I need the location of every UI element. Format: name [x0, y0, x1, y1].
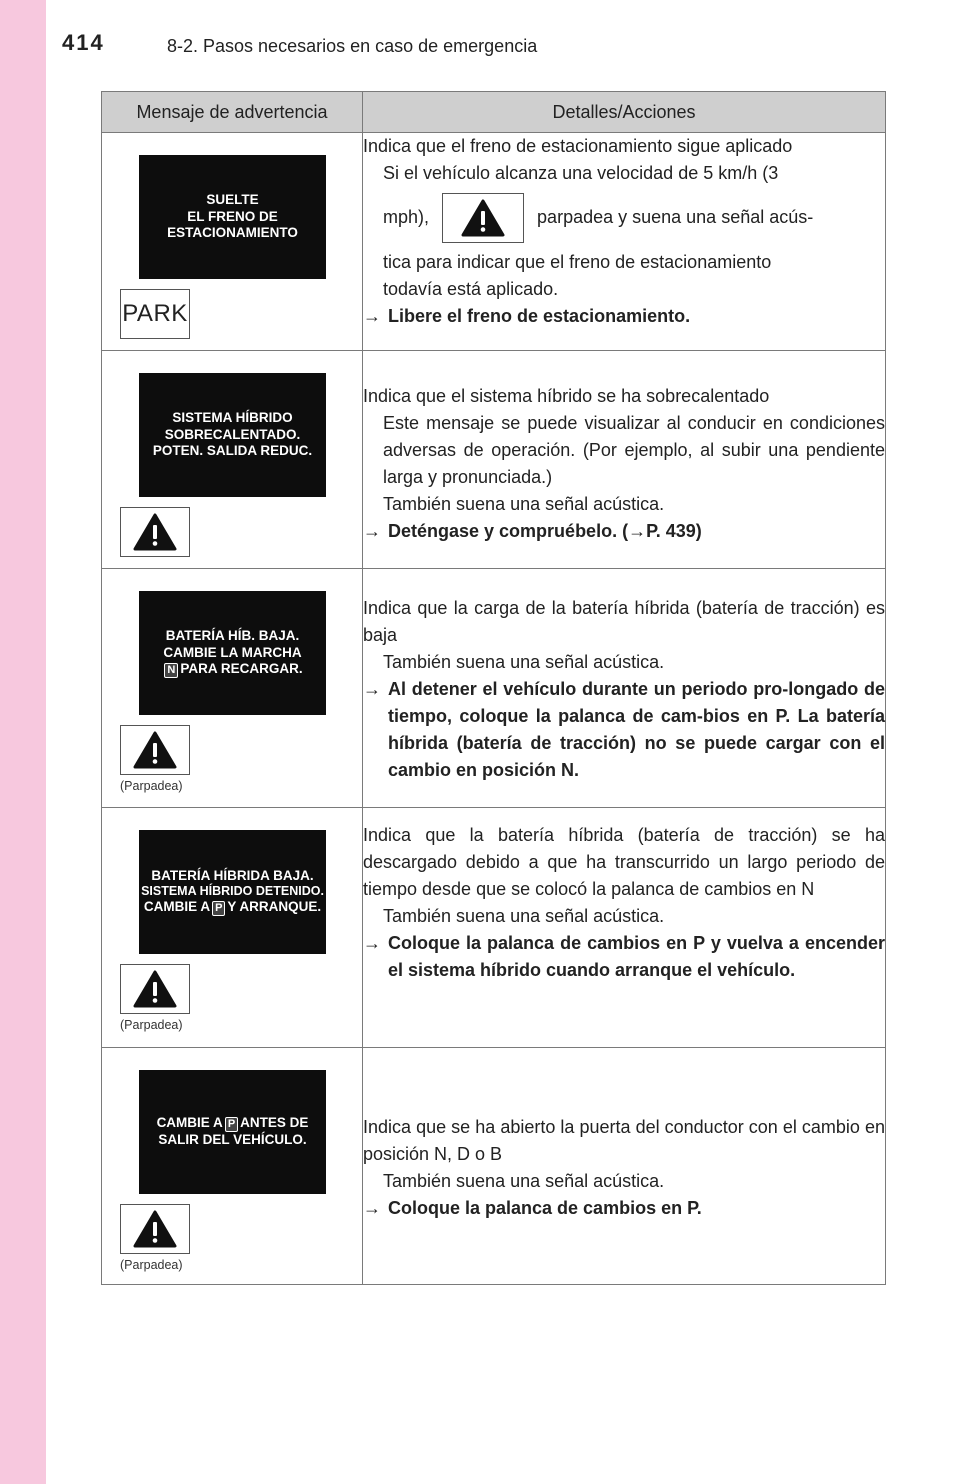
message-cell	[102, 351, 363, 569]
column-header-message: Mensaje de advertencia	[102, 92, 363, 133]
detail-text: tica para indicar que el freno de estacionamiento	[383, 252, 772, 272]
details-cell	[363, 569, 886, 808]
screen-text-line: CAMBIE A	[156, 1115, 223, 1131]
action-text: Coloque la palanca de cambios en P y vuelva a encender el sistema híbrido cuando arranque el vehículo.	[388, 933, 885, 980]
screen-text-line: SUELTE	[206, 192, 259, 208]
screen-text-line: PARA RECARGAR.	[180, 660, 303, 676]
page-number: 414	[62, 30, 105, 55]
display-screen	[139, 591, 326, 715]
description-text: Indica que el freno de estacionamiento sigue aplicado	[363, 136, 793, 156]
gear-p-icon: P	[212, 901, 225, 916]
arrow-icon: →	[363, 933, 381, 953]
detail-text: parpadea y suena una señal acús-	[537, 206, 814, 227]
page-header	[46, 0, 960, 70]
screen-text-line: CAMBIE A	[143, 899, 211, 915]
table-row	[102, 808, 886, 1048]
table-row	[102, 569, 886, 808]
detail-text: También suena una señal acústica.	[383, 906, 665, 926]
screen-text-line: SALIR DEL VEHÍCULO.	[158, 1132, 307, 1148]
details-cell	[363, 1048, 886, 1285]
description-text: Indica que se ha abierto la puerta del conductor con el cambio en posición N, D o B	[363, 1117, 885, 1164]
screen-text-line: Y ARRANQUE.	[227, 899, 322, 915]
message-cell	[102, 1048, 363, 1285]
table-row	[102, 133, 886, 351]
description-text: Indica que la carga de la batería híbrida (batería de tracción) es baja	[363, 598, 885, 645]
detail-text: Si el vehículo alcanza una velocidad de 5 km/h (3	[383, 163, 779, 183]
blink-caption: (Parpadea)	[120, 779, 183, 793]
table-row	[102, 1048, 886, 1285]
screen-text-line: SOBRECALENTADO.	[164, 426, 301, 442]
display-screen	[139, 155, 326, 279]
page-margin-band	[0, 0, 46, 1484]
details-cell	[363, 351, 886, 569]
gear-n-icon: N	[164, 663, 178, 678]
warning-triangle-icon	[120, 964, 190, 1014]
arrow-icon: →	[363, 1198, 381, 1218]
park-indicator-icon	[120, 289, 190, 339]
details-cell	[363, 808, 886, 1048]
column-header-details: Detalles/Acciones	[363, 92, 886, 133]
display-screen	[139, 830, 326, 954]
screen-text-line: EL FRENO DE	[187, 208, 278, 224]
screen-text-line: CAMBIE LA MARCHA	[163, 644, 302, 660]
detail-text: todavía está aplicado.	[383, 279, 559, 299]
screen-text-line: SISTEMA HÍBRIDO DETENIDO.	[141, 884, 324, 899]
park-indicator-label: PARK	[122, 300, 188, 327]
blink-caption: (Parpadea)	[120, 1258, 183, 1272]
details-cell	[363, 133, 886, 351]
detail-text: mph),	[383, 206, 430, 227]
screen-text-line: BATERÍA HÍBRIDA BAJA.	[151, 867, 314, 883]
display-screen	[139, 1070, 326, 1194]
blink-caption: (Parpadea)	[120, 1018, 183, 1032]
display-screen	[139, 373, 326, 497]
screen-text-line: ANTES DE	[240, 1115, 309, 1131]
detail-text: También suena una señal acústica.	[383, 1171, 665, 1191]
screen-text-line: POTEN. SALIDA REDUC.	[152, 443, 313, 459]
warning-triangle-icon	[442, 193, 524, 243]
description-text: Indica que el sistema híbrido se ha sobrecalentado	[363, 386, 770, 406]
table-row	[102, 351, 886, 569]
warning-triangle-icon	[120, 1204, 190, 1254]
gear-p-icon: P	[225, 1117, 238, 1132]
screen-text-line: ESTACIONAMIENTO	[167, 225, 298, 241]
table-header-row	[102, 92, 886, 133]
warning-message-table	[101, 91, 886, 1285]
screen-text-line: BATERÍA HÍB. BAJA.	[165, 628, 300, 644]
arrow-icon: →	[363, 521, 381, 541]
message-cell	[102, 569, 363, 808]
detail-text: Este mensaje se puede visualizar al conducir en condiciones adversas de operación. (Por ejemplo, al subir una pendiente larga y pronunciada.)	[383, 413, 885, 487]
section-title: 8-2. Pasos necesarios en caso de emergencia	[167, 36, 538, 56]
arrow-icon: →	[363, 679, 381, 699]
action-text: Libere el freno de estacionamiento.	[388, 306, 691, 326]
warning-triangle-icon	[120, 725, 190, 775]
action-text: Coloque la palanca de cambios en P.	[388, 1198, 702, 1218]
description-text: Indica que la batería híbrida (batería de tracción) se ha descargado debido a que ha transcurrido un largo periodo de tiempo desde que se colocó la palanca de cambios en N	[363, 825, 885, 899]
action-text: Al detener el vehículo durante un periodo pro-longado de tiempo, coloque la palanca de cam-bios en P. La batería híbrida (batería de tracción) no se puede cargar con el cambio en posición N.	[388, 679, 885, 780]
message-cell	[102, 133, 363, 351]
screen-text-line: SISTEMA HÍBRIDO	[172, 410, 293, 426]
action-text: Deténgase y compruébelo. (→P. 439)	[388, 521, 702, 541]
warning-triangle-icon	[120, 507, 190, 557]
detail-text: También suena una señal acústica.	[383, 652, 665, 672]
arrow-icon: →	[363, 306, 381, 326]
detail-text: También suena una señal acústica.	[383, 494, 665, 514]
message-cell	[102, 808, 363, 1048]
